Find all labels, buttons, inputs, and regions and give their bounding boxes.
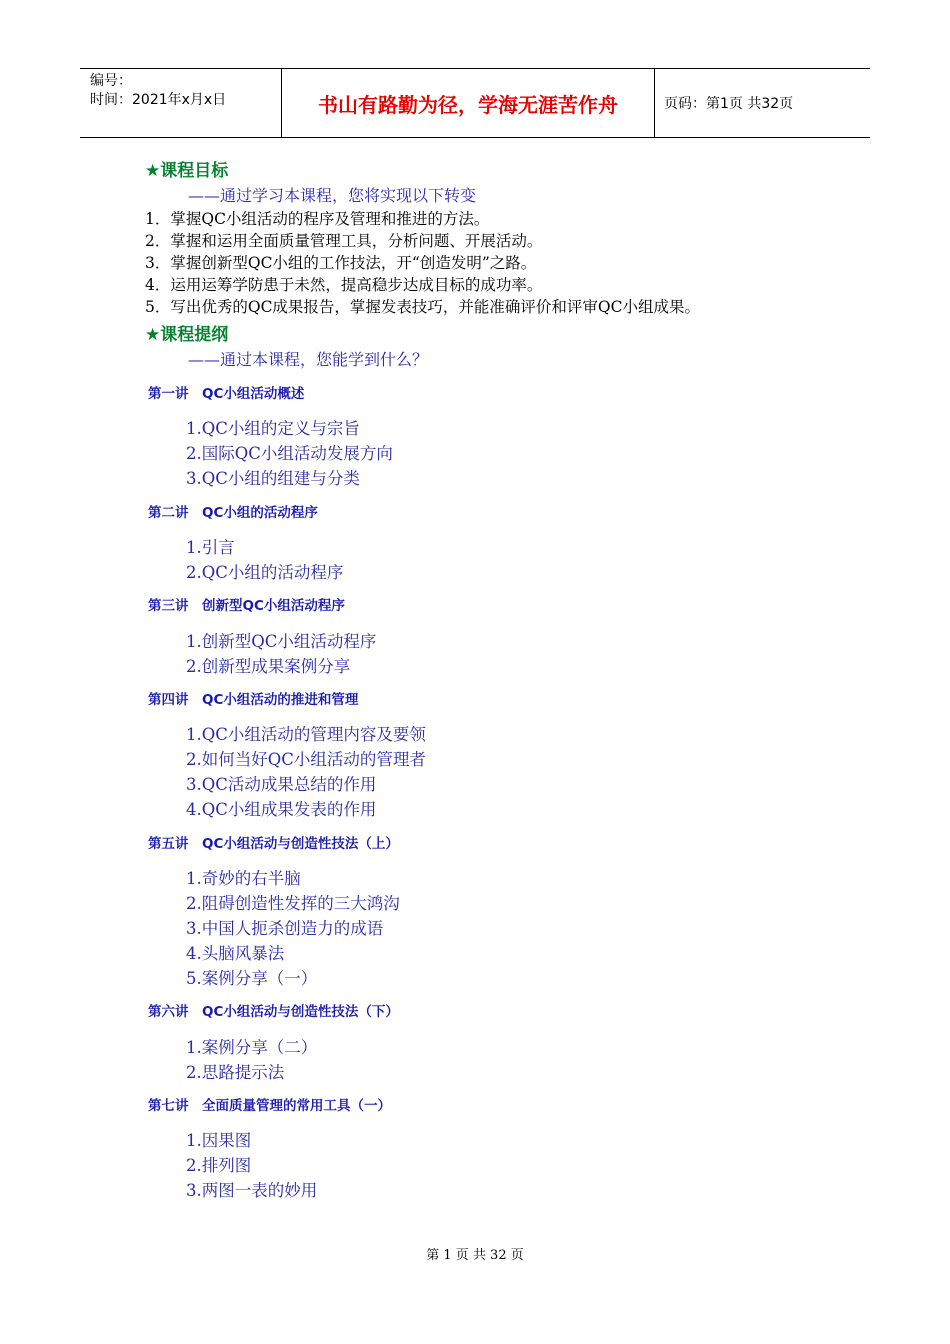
lecture-title: 第七讲 全面质量管理的常用工具（一） bbox=[148, 1098, 391, 1114]
lecture-item: 2.创新型成果案例分享 bbox=[186, 657, 351, 676]
lecture-item: 3.QC活动成果总结的作用 bbox=[186, 775, 377, 794]
lecture-item: 2.阻碍创造性发挥的三大鸿沟 bbox=[186, 894, 400, 913]
lecture-title: 第一讲 QC小组活动概述 bbox=[148, 386, 305, 402]
lecture-item: 5.案例分享（一） bbox=[186, 969, 318, 988]
lecture-item: 4.头脑风暴法 bbox=[186, 944, 285, 963]
lecture-item: 1.因果图 bbox=[186, 1131, 252, 1150]
lecture-title: 第二讲 QC小组的活动程序 bbox=[148, 505, 318, 521]
lecture-title: 第六讲 QC小组活动与创造性技法（下） bbox=[148, 1004, 399, 1020]
header-meta bbox=[90, 72, 226, 110]
lecture-item: 3.QC小组的组建与分类 bbox=[186, 469, 360, 488]
lecture-item: 1.奇妙的右半脑 bbox=[186, 869, 301, 888]
page-footer: 第 1 页 共 32 页 bbox=[426, 1248, 524, 1263]
lecture-item: 1.QC小组的定义与宗旨 bbox=[186, 419, 360, 438]
header-page-info: 页码：第1页 共32页 bbox=[664, 96, 794, 112]
course-goals-heading: ★课程目标 bbox=[145, 161, 229, 181]
lecture-item: 2.QC小组的活动程序 bbox=[186, 563, 344, 582]
lecture-item: 2.思路提示法 bbox=[186, 1063, 285, 1082]
lecture-item: 2.排列图 bbox=[186, 1156, 252, 1175]
goal-item: 3．掌握创新型QC小组的工作技法，开“创造发明”之路。 bbox=[145, 254, 537, 272]
lecture-item: 4.QC小组成果发表的作用 bbox=[186, 800, 377, 819]
lecture-item: 1.案例分享（二） bbox=[186, 1038, 318, 1057]
lecture-item: 3.中国人扼杀创造力的成语 bbox=[186, 919, 384, 938]
lecture-title: 第三讲 创新型QC小组活动程序 bbox=[148, 598, 345, 614]
course-outline-heading: ★课程提纲 bbox=[145, 325, 229, 345]
course-goals-subtitle: ——通过学习本课程，您将实现以下转变 bbox=[188, 186, 477, 205]
goal-item: 1．掌握QC小组活动的程序及管理和推进的方法。 bbox=[145, 210, 490, 228]
lecture-item: 2.国际QC小组活动发展方向 bbox=[186, 444, 393, 463]
course-outline-subtitle: ——通过本课程，您能学到什么？ bbox=[188, 350, 429, 369]
lecture-title: 第四讲 QC小组活动的推进和管理 bbox=[148, 692, 359, 708]
document-date: 时间：2021年x月x日 bbox=[90, 92, 227, 108]
goal-item: 2．掌握和运用全面质量管理工具，分析问题、开展活动。 bbox=[145, 232, 543, 250]
page-header bbox=[80, 68, 870, 138]
lecture-item: 1.QC小组活动的管理内容及要领 bbox=[186, 725, 426, 744]
lecture-item: 1.创新型QC小组活动程序 bbox=[186, 632, 377, 651]
lecture-item: 1.引言 bbox=[186, 538, 235, 557]
lecture-item: 3.两图一表的妙用 bbox=[186, 1181, 318, 1200]
goal-item: 5．写出优秀的QC成果报告，掌握发表技巧，并能准确评价和评审QC小组成果。 bbox=[145, 298, 700, 316]
lecture-item: 2.如何当好QC小组活动的管理者 bbox=[186, 750, 426, 769]
lecture-title: 第五讲 QC小组活动与创造性技法（上） bbox=[148, 836, 399, 852]
header-divider bbox=[654, 69, 655, 137]
document-number-label: 编号： bbox=[90, 73, 132, 89]
goal-item: 4．运用运筹学防患于未然，提高稳步达成目标的成功率。 bbox=[145, 276, 543, 294]
header-motto: 书山有路勤为径，学海无涯苦作舟 bbox=[318, 92, 618, 117]
